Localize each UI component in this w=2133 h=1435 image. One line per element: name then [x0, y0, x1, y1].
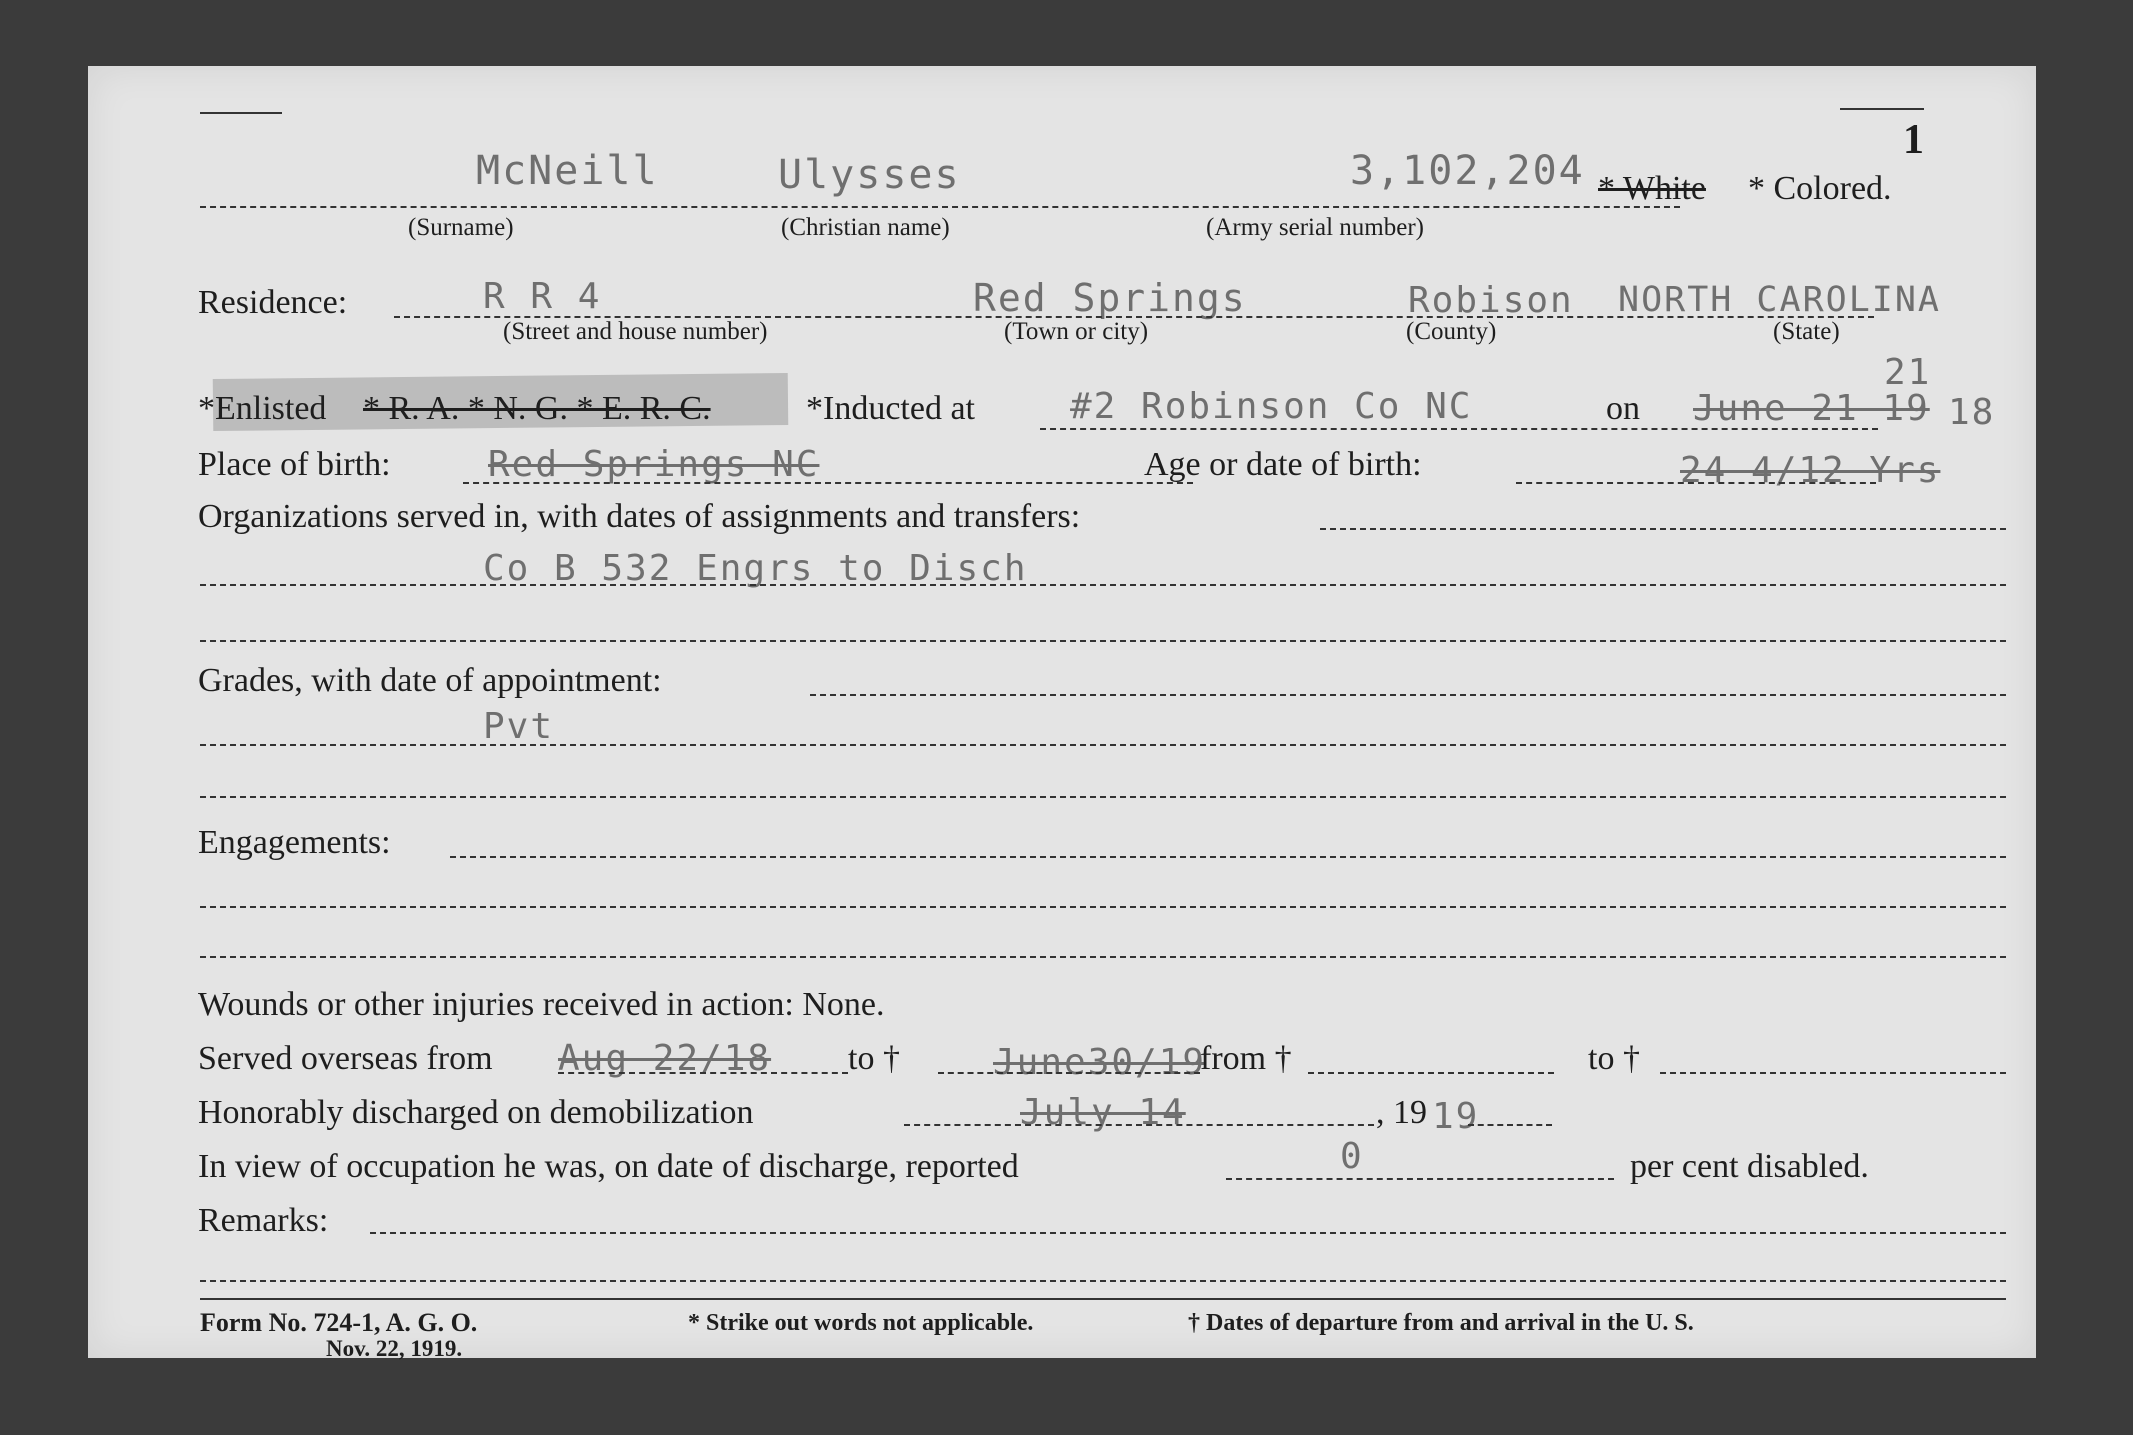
colored-option: * Colored. [1748, 170, 1892, 207]
overseas-from-value: Aug 22/18 [558, 1038, 772, 1079]
age-label: Age or date of birth: [1144, 446, 1422, 483]
overseas-to2-label: to † [1588, 1040, 1640, 1077]
grades-line-1 [810, 694, 2006, 696]
engagements-line-2 [200, 906, 2006, 908]
overseas-from-line [558, 1072, 848, 1074]
white-option: * White [1598, 170, 1706, 207]
engagements-line-3 [200, 956, 2006, 958]
form-date: Nov. 22, 1919. [326, 1336, 463, 1361]
state-caption: (State) [1773, 318, 1840, 345]
organizations-line-2 [200, 584, 2006, 586]
induction-date: June 21 19 [1693, 388, 1930, 429]
top-left-rule [200, 112, 282, 114]
residence-town: Red Springs [973, 276, 1247, 320]
residence-county: Robison [1408, 280, 1574, 321]
footnote-strike-out: * Strike out words not applicable. [688, 1310, 1034, 1336]
inducted-place: #2 Robinson Co NC [1070, 386, 1473, 427]
organizations-label: Organizations served in, with dates of assignments and transfers: [198, 498, 1081, 535]
induction-year: 18 [1948, 392, 1996, 433]
remarks-label: Remarks: [198, 1202, 329, 1239]
residence-label: Residence: [198, 284, 348, 321]
engagements-label: Engagements: [198, 824, 391, 861]
footer-rule [200, 1298, 2006, 1300]
card-number: 1 [1903, 117, 1924, 163]
enlisted-prefix: *Enlisted [198, 390, 327, 427]
organizations-line-1 [1320, 528, 2006, 530]
overseas-to2-line [1660, 1072, 2006, 1074]
overseas-label: Served overseas from [198, 1040, 493, 1077]
overseas-to-label: to † [848, 1040, 900, 1077]
disability-value: 0 [1340, 1136, 1364, 1177]
grades-line-3 [200, 796, 2006, 798]
induction-line [1040, 428, 1878, 430]
residence-street: R R 4 [483, 276, 602, 317]
serial-number-value: 3,102,204 [1350, 148, 1585, 194]
age-line [1516, 482, 1876, 484]
form-number: Form No. 724-1, A. G. O. [200, 1308, 478, 1337]
town-caption: (Town or city) [1004, 318, 1149, 345]
inducted-label: *Inducted at [806, 390, 975, 427]
place-of-birth-value: Red Springs NC [488, 444, 820, 485]
disability-label: In view of occupation he was, on date of discharge, reported [198, 1148, 1019, 1185]
surname-value: McNeill [476, 148, 659, 194]
overseas-from2-line [1308, 1072, 1554, 1074]
discharge-label: Honorably discharged on demobilization [198, 1094, 754, 1131]
age-value: 24 4/12 Yrs [1680, 450, 1941, 491]
disability-line [1226, 1178, 1614, 1180]
discharge-line [904, 1124, 1374, 1126]
discharge-date: July 14 [1020, 1092, 1186, 1133]
grades-line-2 [200, 744, 2006, 746]
disability-suffix: per cent disabled. [1630, 1148, 1869, 1185]
enlistment-options: * R. A. * N. G. * E. R. C. [363, 390, 711, 427]
place-of-birth-label: Place of birth: [198, 446, 391, 483]
serial-number-caption: (Army serial number) [1206, 214, 1424, 241]
street-caption: (Street and house number) [503, 318, 768, 345]
grades-value: Pvt [483, 706, 555, 747]
name-line [200, 206, 1680, 208]
overseas-to-line [938, 1072, 1200, 1074]
surname-caption: (Surname) [408, 214, 514, 241]
engagements-line-1 [450, 856, 2006, 858]
discharge-year-prefix: , 19 [1376, 1094, 1427, 1131]
remarks-line-2 [200, 1280, 2006, 1282]
discharge-year: 19 [1432, 1096, 1480, 1137]
residence-state: NORTH CAROLINA [1618, 280, 1942, 320]
on-label: on [1606, 390, 1640, 427]
wounds-label: Wounds or other injuries received in action: None. [198, 986, 885, 1023]
place-of-birth-line [463, 482, 1193, 484]
discharge-year-line [1468, 1124, 1552, 1126]
service-record-card [88, 66, 2036, 1361]
remarks-line-1 [370, 1232, 2006, 1234]
top-right-rule [1840, 108, 1924, 110]
overseas-from2-label: from † [1200, 1040, 1292, 1077]
christian-name-caption: (Christian name) [781, 214, 950, 241]
christian-name-value: Ulysses [778, 152, 961, 198]
overseas-to-value: June30/19 [993, 1042, 1207, 1083]
county-caption: (County) [1406, 318, 1497, 345]
organizations-value: Co B 532 Engrs to Disch [483, 548, 1028, 589]
grades-label: Grades, with date of appointment: [198, 662, 662, 699]
organizations-line-3 [200, 640, 2006, 642]
footnote-dates: † Dates of departure from and arrival in the U. S. [1188, 1310, 1694, 1336]
induction-day-correction: 21 [1884, 352, 1932, 393]
